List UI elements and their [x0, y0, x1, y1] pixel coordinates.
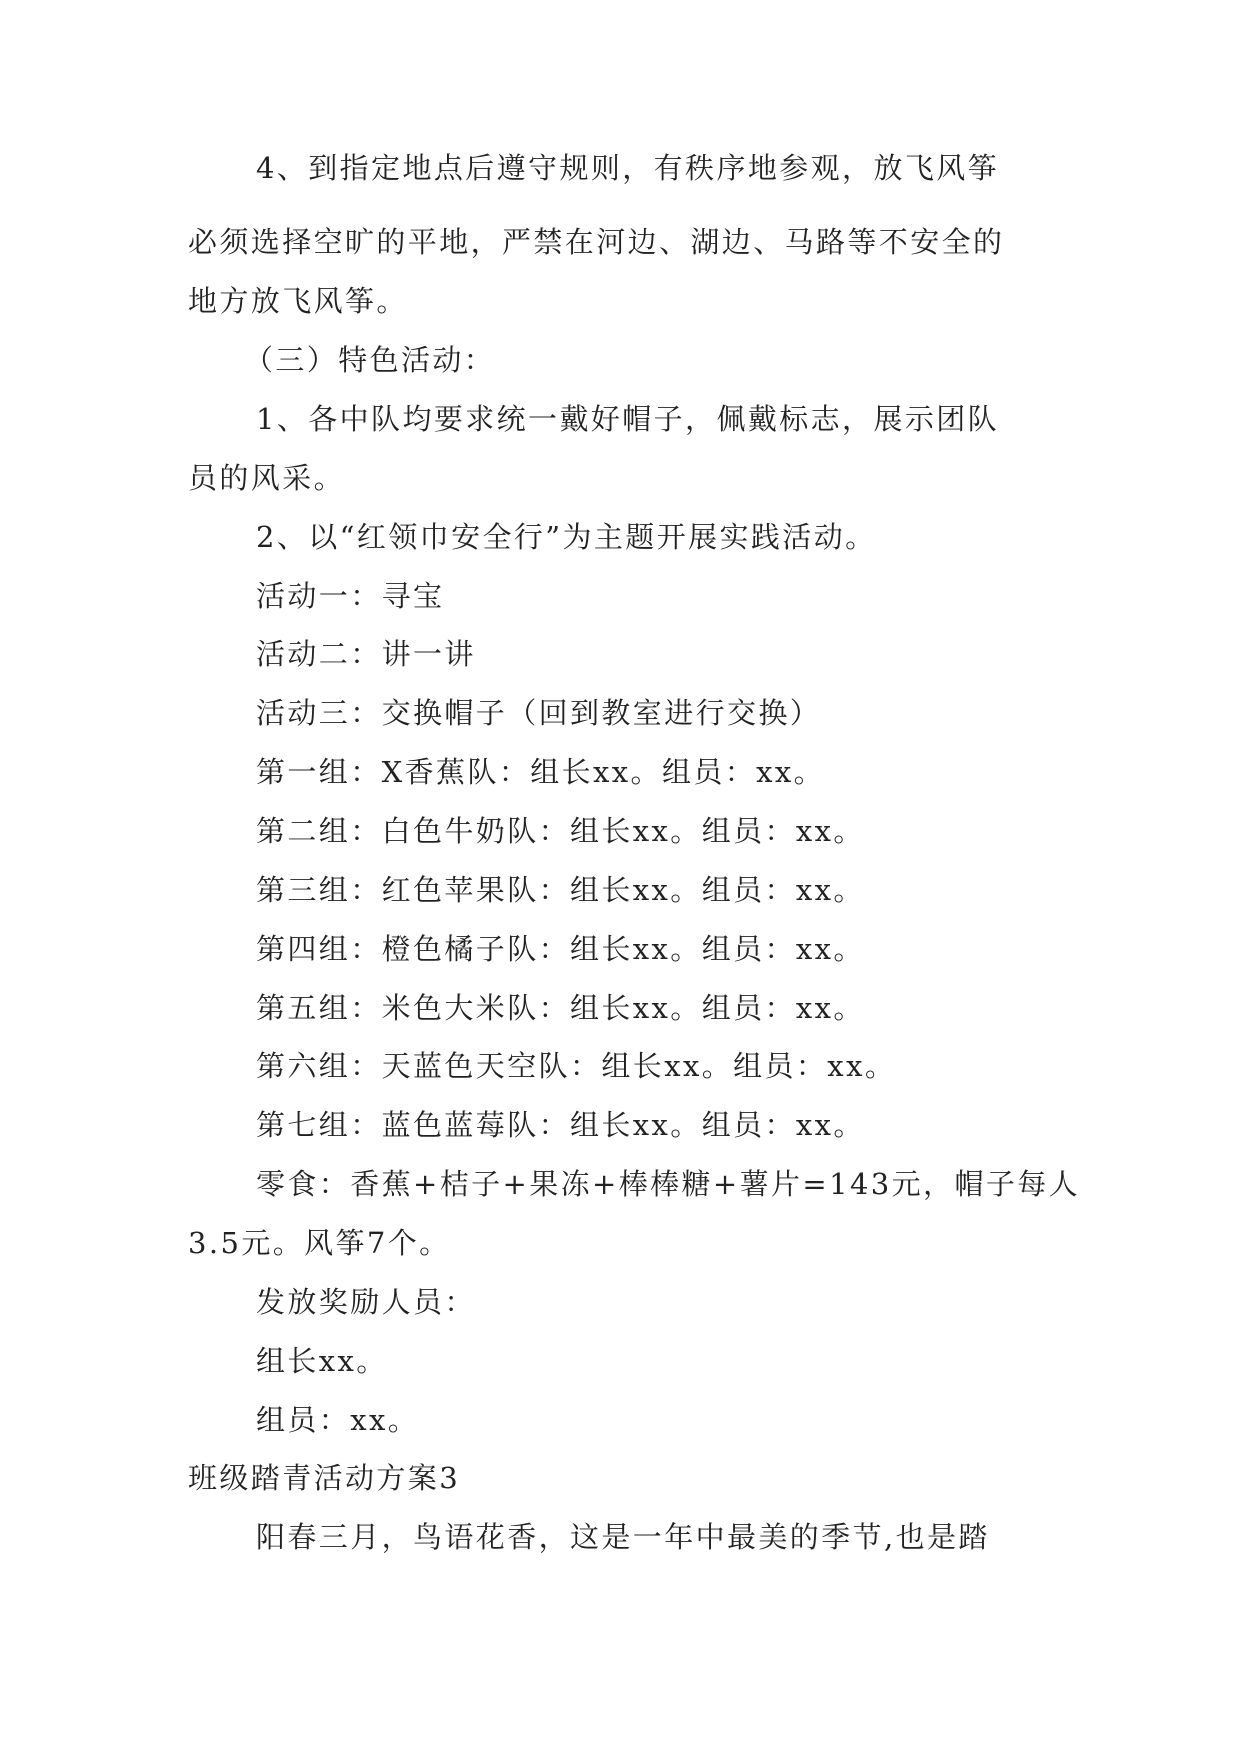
list-item: 活动三：交换帽子（回到教室进行交换） — [256, 696, 822, 730]
list-item: 第三组：红色苹果队：组长xx。组员：xx。 — [256, 873, 865, 907]
paragraph-line: 4、到指定地点后遵守规则，有秩序地参观，放飞风筝 — [256, 151, 1000, 185]
paragraph-line: 1、各中队均要求统一戴好帽子，佩戴标志，展示团队 — [256, 402, 1000, 436]
list-item: 第二组：白色牛奶队：组长xx。组员：xx。 — [256, 814, 865, 848]
list-item: 第六组：天蓝色天空队：组长xx。组员：xx。 — [256, 1049, 897, 1083]
list-item: 第四组：橙色橘子队：组长xx。组员：xx。 — [256, 932, 865, 966]
paragraph-line: 组员：xx。 — [256, 1403, 420, 1437]
paragraph-line: 3.5元。风筝7个。 — [188, 1226, 451, 1260]
list-item: 第一组：X香蕉队：组长xx。组员：xx。 — [256, 755, 826, 789]
list-item: 活动一：寻宝 — [256, 579, 445, 613]
section-heading: （三）特色活动： — [244, 343, 496, 377]
paragraph-line: 必须选择空旷的平地，严禁在河边、湖边、马路等不安全的 — [188, 225, 1005, 259]
paragraph-line: 发放奖励人员： — [256, 1285, 476, 1319]
paragraph-line: 地方放飞风筝。 — [188, 284, 408, 318]
list-item: 第五组：米色大米队：组长xx。组员：xx。 — [256, 991, 865, 1025]
paragraph-line: 2、以“红领巾安全行”为主题开展实践活动。 — [256, 520, 877, 554]
document-section-title: 班级踏青活动方案3 — [188, 1461, 461, 1495]
paragraph-line: 零食：香蕉+桔子+果冻+棒棒糖+薯片=143元，帽子每人 — [256, 1167, 1081, 1201]
paragraph-line: 阳春三月，鸟语花香，这是一年中最美的季节,也是踏 — [256, 1520, 990, 1554]
list-item: 第七组：蓝色蓝莓队：组长xx。组员：xx。 — [256, 1108, 865, 1142]
list-item: 活动二：讲一讲 — [256, 637, 476, 671]
paragraph-line: 员的风采。 — [188, 461, 346, 495]
paragraph-line: 组长xx。 — [256, 1344, 388, 1378]
